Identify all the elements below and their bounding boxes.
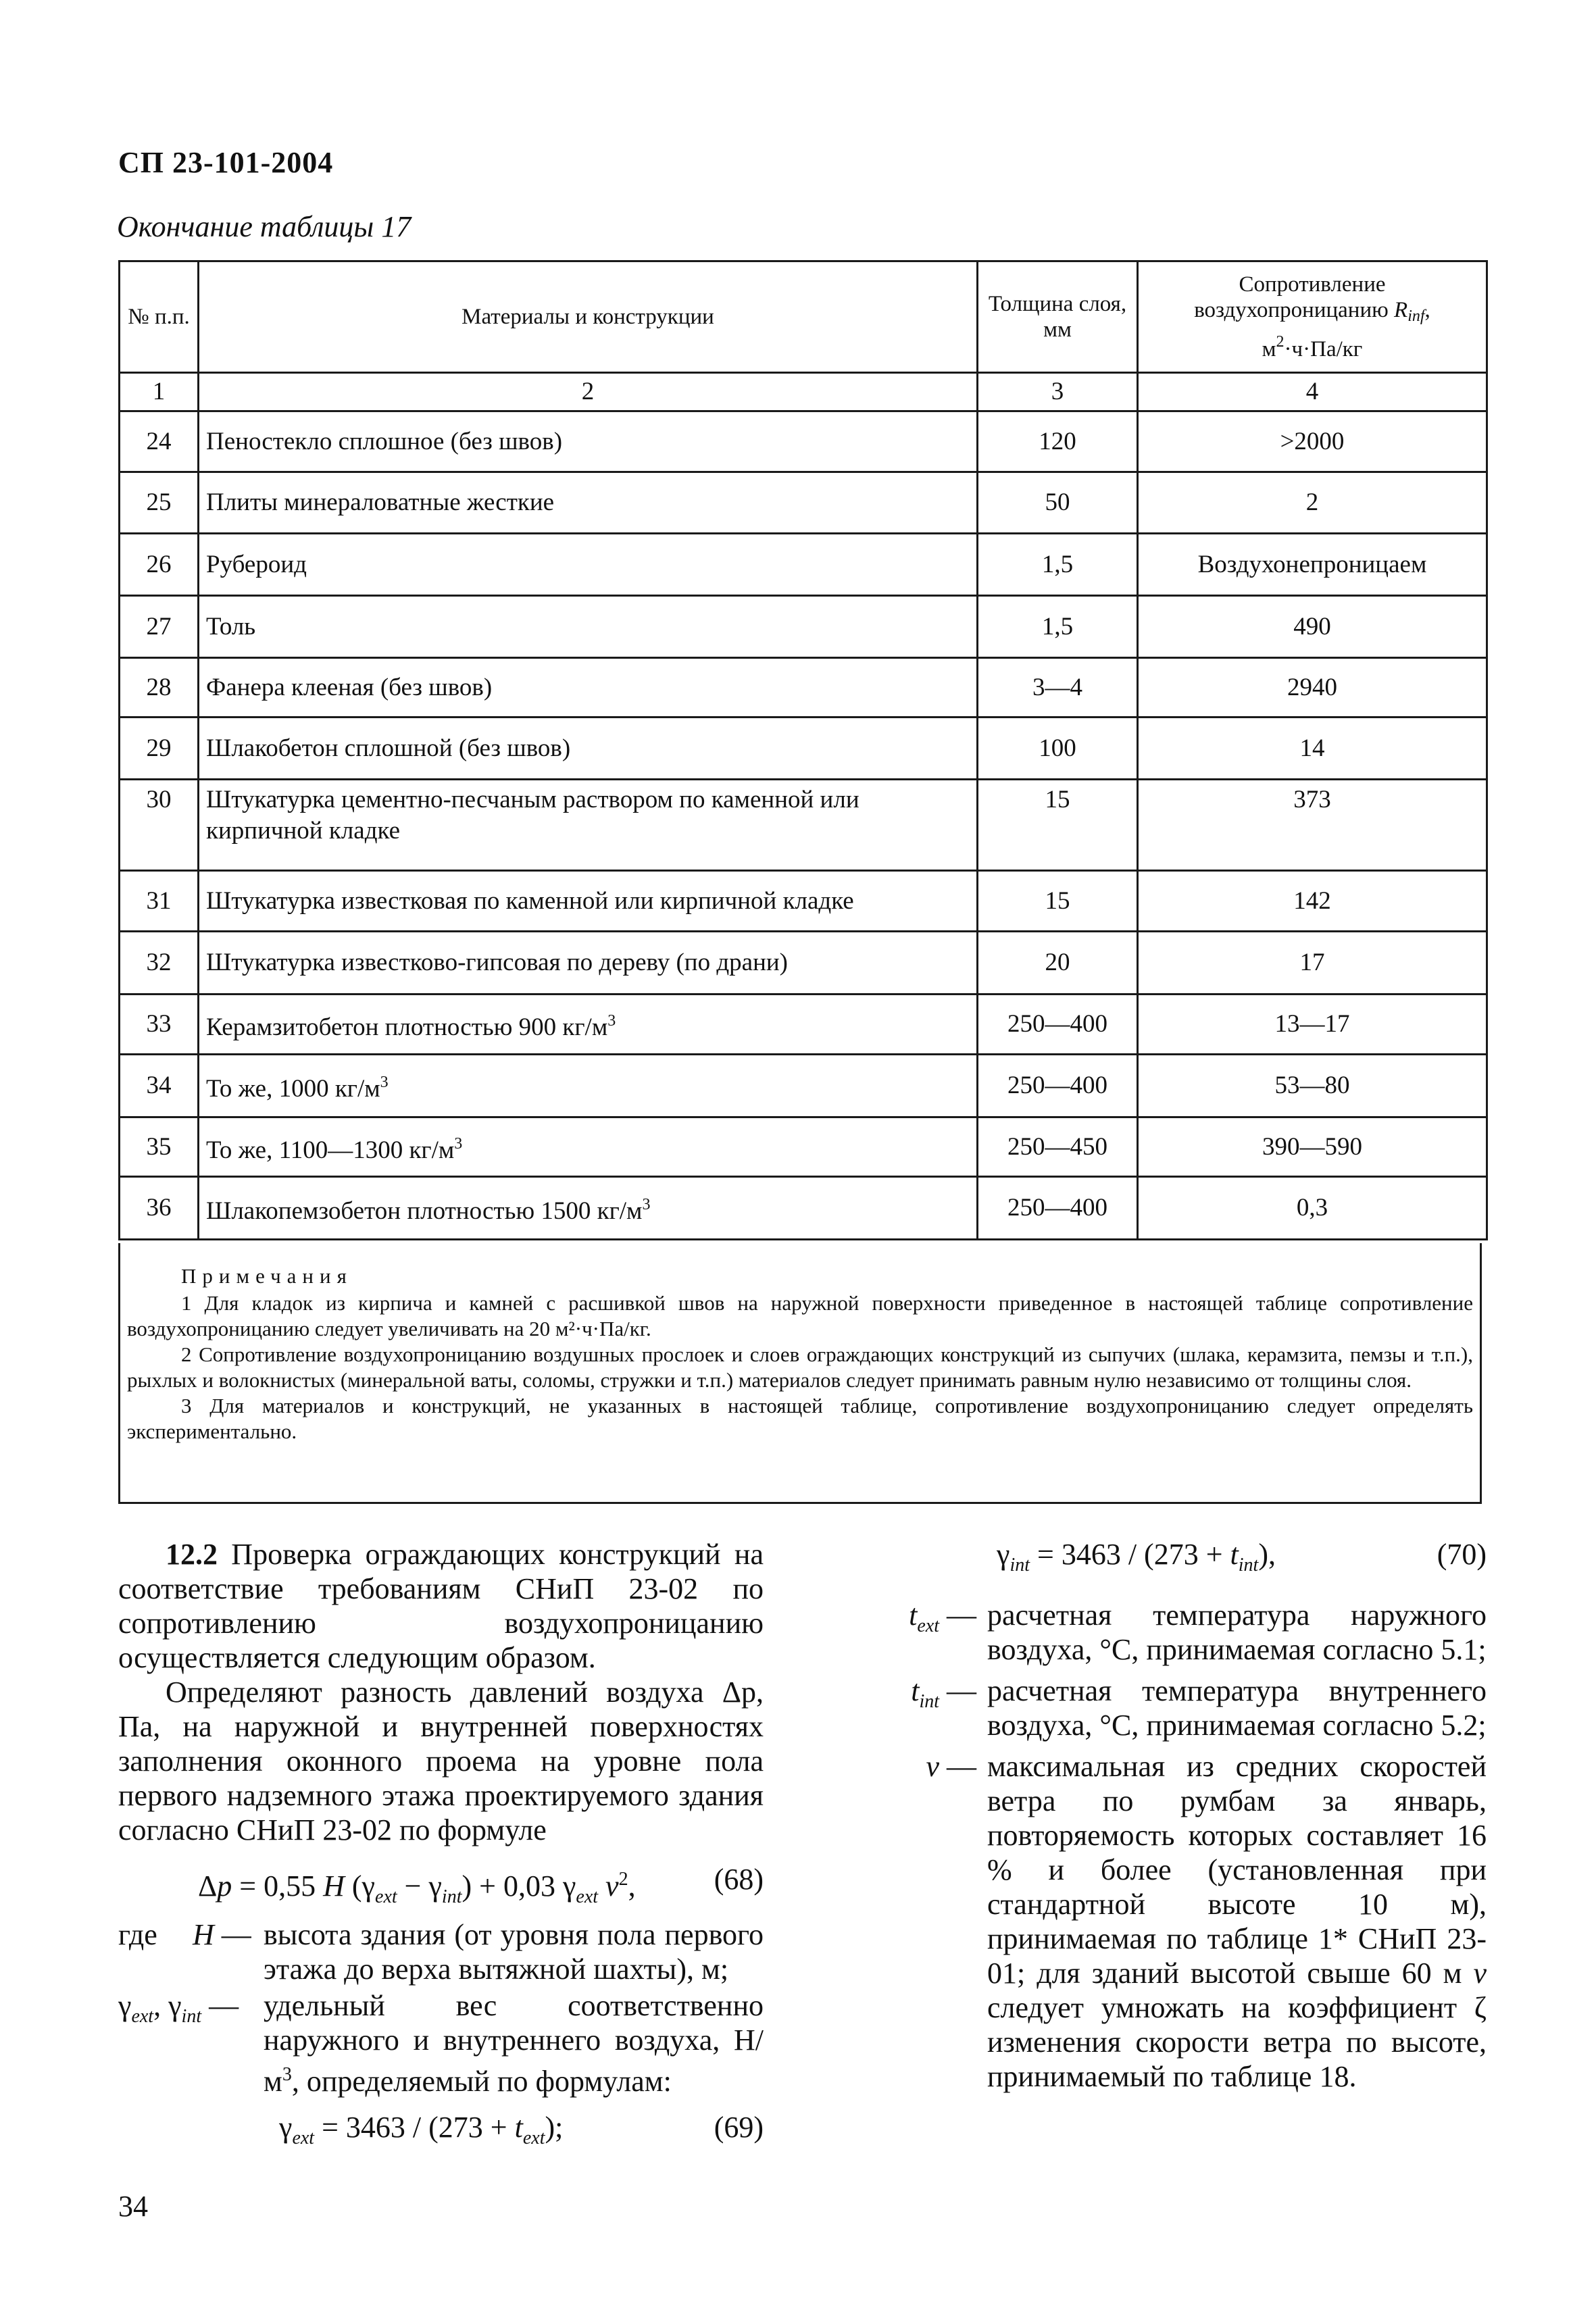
table-row: [120, 472, 1487, 534]
f68-delta: Δ: [198, 1869, 218, 1903]
row-thickness: 120: [978, 411, 1138, 472]
f70-sub: int: [1238, 1555, 1259, 1576]
row-thickness: 1,5: [978, 534, 1138, 596]
row-material: Штукатурка известковая по каменной или кирпичной кладке: [199, 871, 978, 932]
row-material-sup: 3: [607, 1012, 616, 1030]
f69-part: = 3463 / (273 +: [314, 2111, 515, 2144]
v-text-a: максимальная из средних скоростей ветра по румбам за январь, повторяемость которых составляет 16 % и более (установленная при стандартной высоте 10 м), принимаемая по таблице 1* СНиП 23-01; для зданий высотой свыше 60 м: [987, 1750, 1487, 1990]
row-resistance: 13—17: [1138, 995, 1487, 1055]
column-number: 3: [978, 373, 1138, 411]
f70-part: ),: [1258, 1538, 1276, 1571]
page-number: 34: [118, 2190, 148, 2223]
f69-t: t: [514, 2111, 523, 2144]
row-resistance: 53—80: [1138, 1055, 1487, 1117]
pressure-paragraph: Определяют разность давлений воздуха Δp, Па, на наружной и внутренней поверхностях заполнения оконного проема на уровне пола первого надземного этажа проектируемого здания согласно СНиП 23-02 по формуле: [118, 1676, 764, 1846]
h-symbol: H: [193, 1918, 214, 1951]
row-thickness: 250—400: [978, 995, 1138, 1055]
header-resistance-comma: ,: [1424, 298, 1430, 322]
row-resistance: >2000: [1138, 411, 1487, 472]
formula-68: [118, 1857, 764, 1907]
t-int-term: [875, 1674, 976, 1719]
gamma-sym: γ: [118, 1989, 132, 2022]
row-number: 34: [120, 1055, 199, 1117]
f70-part: = 3463 / (273 +: [1030, 1538, 1230, 1571]
definition-h-text: высота здания (от уровня пола первого этажа до верха вытяжной шахты), м;: [264, 1918, 764, 1986]
t-int-sub: int: [919, 1691, 939, 1712]
t-ext-symbol: t: [909, 1599, 918, 1632]
formula-69-expression: [279, 2110, 563, 2155]
row-number: 25: [120, 472, 199, 534]
f68-sub: ext: [576, 1886, 599, 1907]
row-number: 28: [120, 658, 199, 718]
gamma-text-b: , определяемый по формулам:: [291, 2065, 672, 2098]
t-ext-sub: ext: [917, 1615, 939, 1636]
row-number: 35: [120, 1117, 199, 1177]
table-row: [120, 932, 1487, 995]
v-dash: —: [939, 1750, 976, 1783]
v-text: [987, 1749, 1487, 2094]
row-resistance: 373: [1138, 780, 1487, 871]
table-row: [120, 871, 1487, 932]
row-thickness: 50: [978, 472, 1138, 534]
v-term: [875, 1749, 976, 1784]
header-resistance-unit-b: ·ч·Па/кг: [1284, 337, 1363, 361]
f70-sub: int: [1009, 1555, 1030, 1576]
section-12-2-text: Проверка ограждающих конструкций на соответствие требованиям СНиП 23-02 по сопротивлению воздухопроницанию осуществляется следующим образом.: [118, 1538, 764, 1674]
table-row: [120, 411, 1487, 472]
row-material: Штукатурка известково-гипсовая по дереву (по драни): [199, 932, 978, 995]
table-row: [120, 1055, 1487, 1117]
row-material-sup: 3: [380, 1074, 389, 1091]
row-number: 24: [120, 411, 199, 472]
row-material: [199, 995, 978, 1055]
f68-p: p: [217, 1869, 232, 1903]
f69-sub: ext: [522, 2128, 545, 2148]
note-1: 1 Для кладок из кирпича и камней с расшивкой швов на наружной поверхности приведенное в настоящей таблице сопротивление воздухопроницанию следует увеличивать на 20 м²·ч·Па/кг.: [127, 1291, 1473, 1340]
row-number: 29: [120, 718, 199, 780]
header-thickness: Толщина слоя, мм: [978, 261, 1138, 373]
f68-part: = 0,55: [232, 1869, 324, 1903]
row-thickness: 15: [978, 780, 1138, 871]
row-number: 36: [120, 1177, 199, 1240]
header-resistance-symbol: R: [1394, 298, 1408, 322]
v-text-b: следует умножать на коэффициент ζ изменения скорости ветра по высоте, принимаемый по таблице 18.: [987, 1991, 1487, 2093]
h-dash: —: [214, 1918, 251, 1951]
formula-70: [875, 1537, 1487, 1584]
column-number: 1: [120, 373, 199, 411]
header-resistance-text: Сопротивление воздухопроницанию: [1194, 272, 1395, 322]
row-material: Штукатурка цементно-песчаным раствором по каменной или кирпичной кладке: [199, 780, 978, 871]
f68-part: (γ: [344, 1869, 376, 1903]
row-thickness: 250—400: [978, 1177, 1138, 1240]
formula-68-expression: [198, 1862, 636, 1914]
definition-gamma: [118, 1988, 764, 2096]
row-resistance: 2940: [1138, 658, 1487, 718]
row-number: 30: [120, 780, 199, 871]
t-ext-dash: —: [939, 1599, 976, 1632]
row-number: 31: [120, 871, 199, 932]
column-number-row: [120, 373, 1487, 411]
section-number: 12.2: [166, 1538, 218, 1571]
formula-70-expression: [997, 1537, 1276, 1582]
v-text-symbol: v: [1473, 1957, 1487, 1990]
f68-part: [598, 1869, 605, 1903]
definition-h-term: [193, 1917, 251, 1952]
t-ext-term: [875, 1598, 976, 1643]
t-ext-text: расчетная температура наружного воздуха, °С, принимаемая согласно 5.1;: [987, 1599, 1487, 1666]
f68-sub: int: [441, 1886, 462, 1907]
f68-part: ) + 0,03 γ: [462, 1869, 576, 1903]
formula-70-number: (70): [1437, 1538, 1487, 1571]
row-material: Толь: [199, 596, 978, 658]
row-thickness: 250—400: [978, 1055, 1138, 1117]
row-resistance: 142: [1138, 871, 1487, 932]
header-material: Материалы и конструкции: [199, 261, 978, 373]
v-symbol: v: [926, 1750, 939, 1783]
definition-where: где: [118, 1918, 157, 1951]
row-material-text: Шлакопемзобетон плотностью 1500 кг/м: [206, 1197, 643, 1225]
row-thickness: 15: [978, 871, 1138, 932]
row-material-text: То же, 1000 кг/м: [206, 1075, 380, 1103]
row-number: 27: [120, 596, 199, 658]
table-header-row: [120, 261, 1487, 373]
table-row: [120, 1177, 1487, 1240]
header-resistance: [1138, 261, 1487, 373]
row-resistance: Воздухонепроницаем: [1138, 534, 1487, 596]
row-thickness: 100: [978, 718, 1138, 780]
table-row: [120, 1117, 1487, 1177]
definition-t-ext: [875, 1598, 1487, 1667]
row-thickness: 3—4: [978, 658, 1138, 718]
gamma-text-a: удельный вес соответственно наружного и внутреннего воздуха, Н/м: [264, 1989, 764, 2098]
left-column: [118, 1537, 764, 2167]
t-int-symbol: t: [911, 1674, 920, 1707]
row-resistance: 2: [1138, 472, 1487, 534]
row-material-sup: 3: [642, 1196, 651, 1213]
notes-heading: Примечания: [181, 1264, 353, 1288]
table-row: [120, 995, 1487, 1055]
row-resistance: 0,3: [1138, 1177, 1487, 1240]
note-2: 2 Сопротивление воздухопроницанию воздушных прослоек и слоев ограждающих конструкций из сыпучих (шлака, керамзита, пемзы и т.п.), рыхлых и волокнистых (минеральной ваты, соломы, стружки и т.п.) материалов следует принимать равным нулю независимо от толщины слоя.: [127, 1342, 1473, 1392]
row-material: Плиты минераловатные жесткие: [199, 472, 978, 534]
f68-sup: 2: [618, 1869, 628, 1890]
f68-v: v: [605, 1869, 619, 1903]
row-material: Пеностекло сплошное (без швов): [199, 411, 978, 472]
header-resistance-unit-a: м: [1262, 337, 1276, 361]
row-thickness: 250—450: [978, 1117, 1138, 1177]
f70-t: t: [1230, 1538, 1239, 1571]
notes-block: [118, 1243, 1482, 1504]
f68-h: H: [323, 1869, 345, 1903]
row-number: 33: [120, 995, 199, 1055]
table-row: [120, 596, 1487, 658]
right-column: [875, 1537, 1487, 2101]
row-material: Шлакобетон сплошной (без швов): [199, 718, 978, 780]
table-caption: Окончание таблицы 17: [117, 210, 412, 243]
t-int-text: расчетная температура внутреннего воздуха, °С, принимаемая согласно 5.2;: [987, 1674, 1487, 1742]
row-number: 26: [120, 534, 199, 596]
row-material-text: То же, 1100—1300 кг/м: [206, 1136, 455, 1164]
row-resistance: 390—590: [1138, 1117, 1487, 1177]
formula-69: [118, 2106, 764, 2153]
row-resistance: 17: [1138, 932, 1487, 995]
gamma-dash: —: [201, 1989, 239, 2022]
gamma-sub-ext: ext: [131, 2006, 154, 2027]
header-resistance-unit-sup: 2: [1276, 333, 1285, 351]
formula-69-number: (69): [714, 2111, 764, 2144]
f68-sub: ext: [375, 1886, 397, 1907]
document-code: СП 23-101-2004: [118, 146, 334, 179]
section-12-2-paragraph: [118, 1537, 764, 1675]
f68-part: ,: [628, 1869, 636, 1903]
definition-v: [875, 1749, 1487, 2094]
gamma-sym-2: , γ: [153, 1989, 182, 2022]
definition-h: [118, 1917, 764, 1988]
row-resistance: 490: [1138, 596, 1487, 658]
t-int-dash: —: [939, 1674, 976, 1707]
definition-gamma-term: [118, 1988, 239, 2034]
table-row: [120, 780, 1487, 871]
row-material: Фанера клееная (без швов): [199, 658, 978, 718]
definition-t-int: [875, 1674, 1487, 1742]
header-num: № п.п.: [120, 261, 199, 373]
formula-68-number: (68): [714, 1863, 764, 1896]
materials-table: [118, 260, 1488, 1240]
f69-gamma: γ: [279, 2111, 293, 2144]
column-number: 4: [1138, 373, 1487, 411]
gamma-text-sup: 3: [282, 2064, 292, 2085]
table-row: [120, 534, 1487, 596]
header-resistance-subscript: inf: [1407, 307, 1425, 325]
f70-gamma: γ: [997, 1538, 1010, 1571]
row-material: [199, 1117, 978, 1177]
table-row: [120, 658, 1487, 718]
row-thickness: 1,5: [978, 596, 1138, 658]
row-material: [199, 1177, 978, 1240]
row-thickness: 20: [978, 932, 1138, 995]
row-material-sup: 3: [454, 1134, 463, 1153]
f69-part: );: [545, 2111, 564, 2144]
row-number: 32: [120, 932, 199, 995]
table-row: [120, 718, 1487, 780]
row-material-text: Керамзитобетон плотностью 900 кг/м: [206, 1013, 608, 1041]
row-material: Рубероид: [199, 534, 978, 596]
row-material: [199, 1055, 978, 1117]
column-number: 2: [199, 373, 978, 411]
row-resistance: 14: [1138, 718, 1487, 780]
f69-sub: ext: [292, 2128, 315, 2148]
definition-gamma-text: [264, 1988, 764, 2098]
gamma-sub-int: int: [181, 2006, 202, 2027]
f68-part: − γ: [397, 1869, 442, 1903]
note-3: 3 Для материалов и конструкций, не указанных в настоящей таблице, сопротивление воздухопроницанию следует определять экспериментально.: [127, 1394, 1473, 1443]
